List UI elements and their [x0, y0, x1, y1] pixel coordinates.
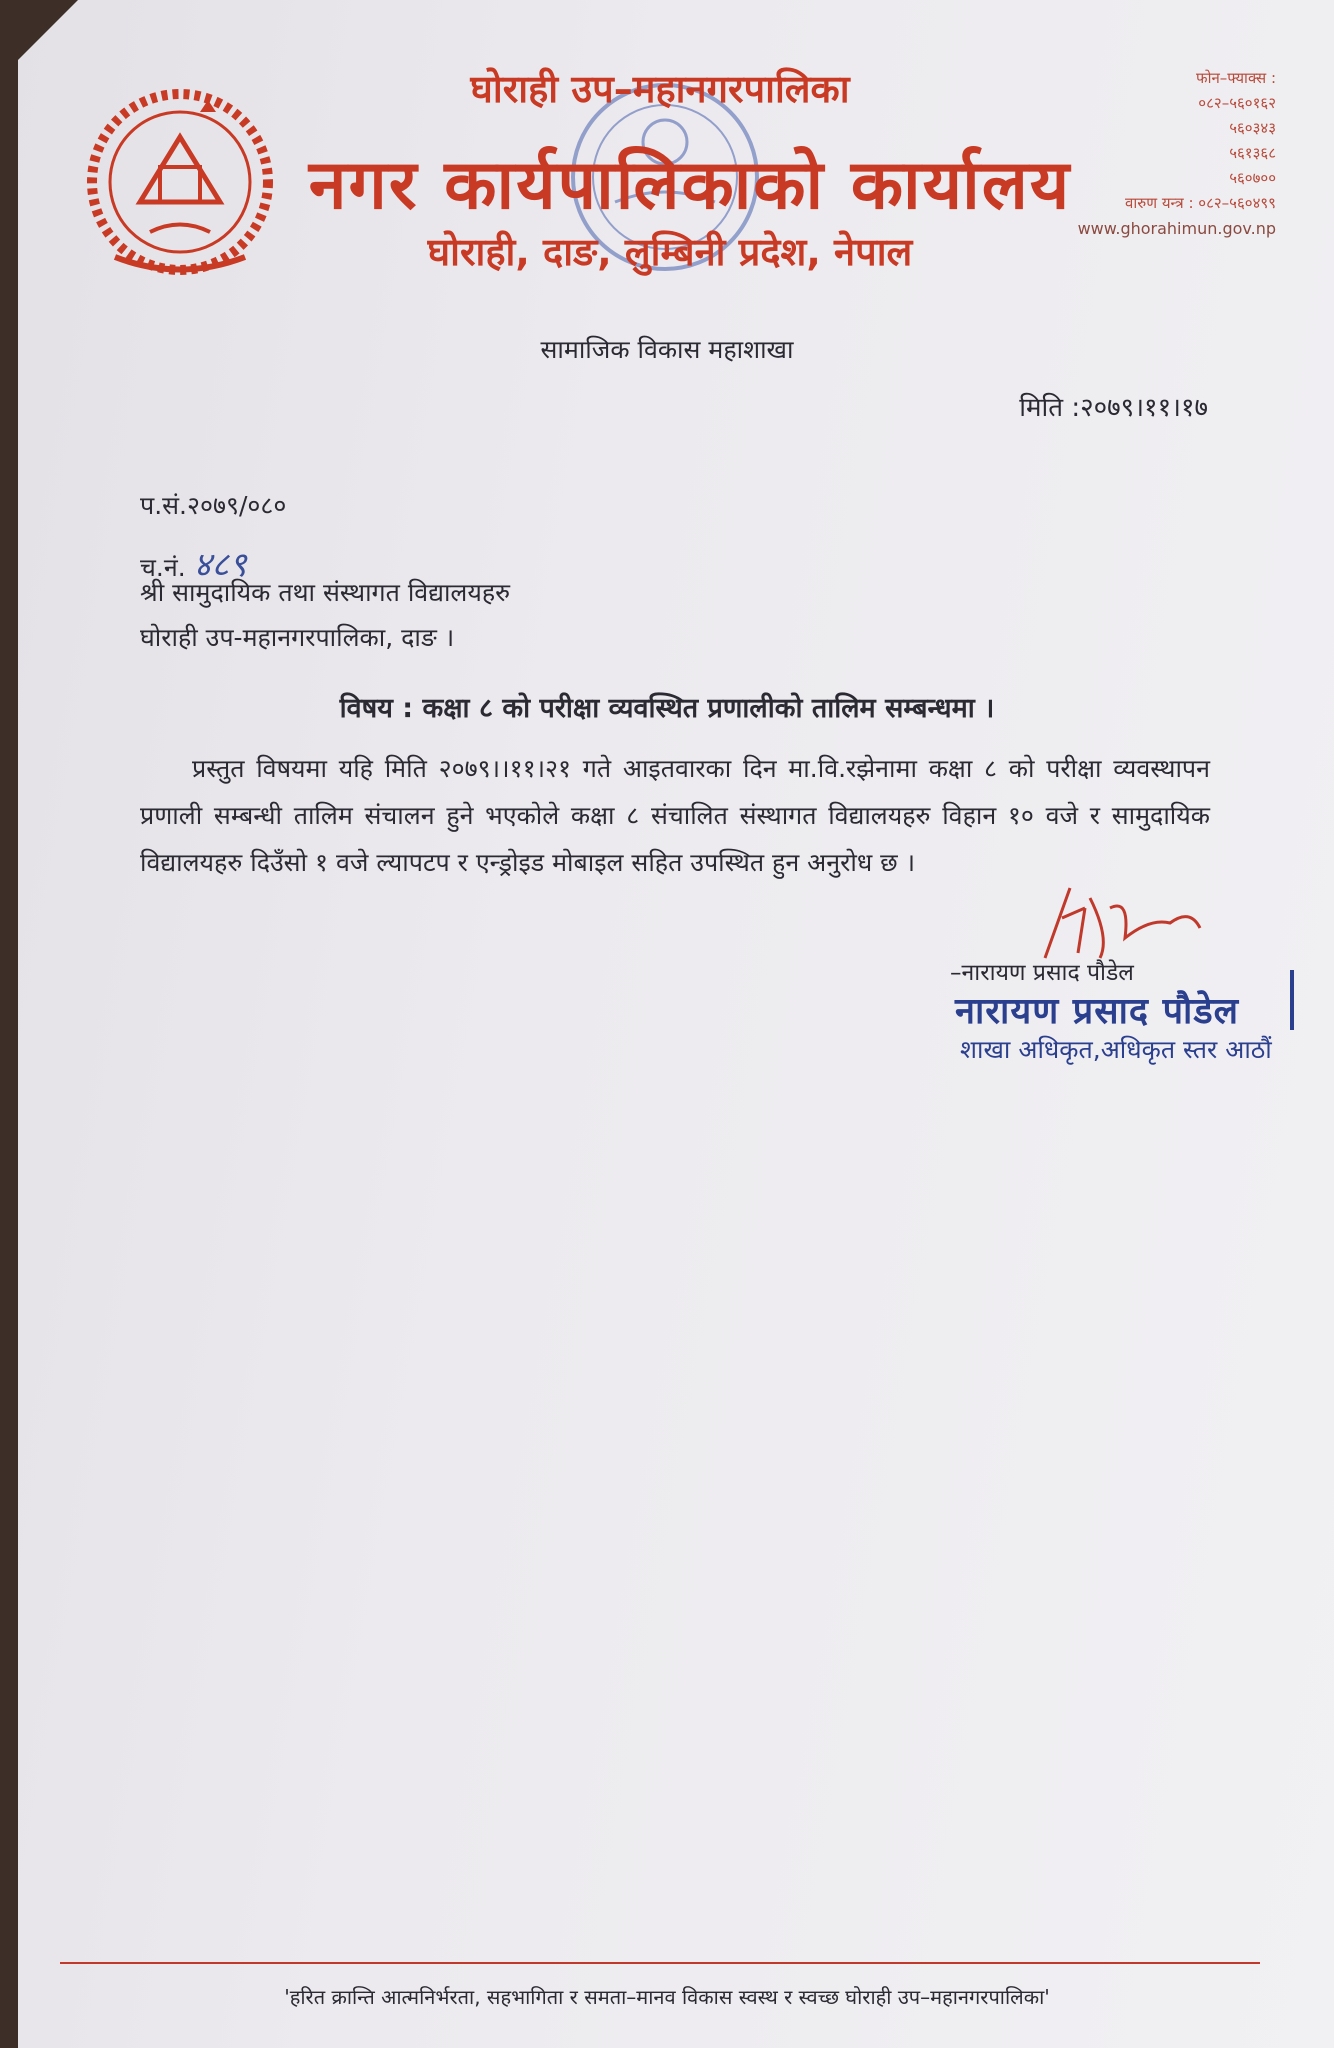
- municipality-name: घोराही उप–महानगरपालिका: [470, 67, 850, 111]
- phone-number: ०८२–५६०१६२: [1198, 94, 1276, 112]
- recipient-line-2: घोराही उप-महानगरपालिका, दाङ ।: [140, 623, 455, 652]
- office-address: घोराही, दाङ, लुम्बिनी प्रदेश, नेपाल: [427, 230, 913, 274]
- branch-name: सामाजिक विकास महाशाखा: [540, 335, 794, 364]
- letter-reference-number: प.सं.२०७९/०८०: [140, 491, 287, 520]
- dispatch-handwritten-number: ४८९: [193, 545, 247, 585]
- phone-number: ५६१३६८: [1229, 144, 1276, 162]
- letter-subject: विषय : कक्षा ८ को परीक्षा व्यवस्थित प्रणालीको तालिम सम्बन्धमा ।: [339, 693, 995, 724]
- signatory-stamp-name: नारायण प्रसाद पौडेल: [955, 991, 1240, 1032]
- phone-fax-label: फोन–फ्याक्स :: [1196, 69, 1276, 87]
- website-link[interactable]: www.ghorahimun.gov.np: [1077, 219, 1276, 238]
- nepal-government-emblem: [80, 82, 280, 282]
- stamp-border: [1290, 970, 1294, 1030]
- office-name: नगर कार्यपालिकाको कार्यालय: [308, 146, 1072, 225]
- letter-date: मिति :२०७९।११।१७: [1019, 393, 1208, 423]
- contact-block: [1016, 66, 1276, 241]
- signatory-stamp-role: शाखा अधिकृत,अधिकृत स्तर आठौं: [960, 1035, 1272, 1064]
- signatory-typed-name: –नारायण प्रसाद पौडेल: [950, 960, 1134, 986]
- footer-slogan: 'हरित क्रान्ति आत्मनिर्भरता, सहभागिता र समता–मानव विकास स्वस्थ र स्वच्छ घोराही उप–महानगरपालिका': [284, 1985, 1050, 2009]
- letter-body: प्रस्तुत विषयमा यहि मिति २०७९।।११।२१ गते आइतवारका दिन मा.वि.रझेनामा कक्षा ८ को परीक्षा व्यवस्थापन प्रणाली सम्बन्धी तालिम संचालन हुने भएकोले कक्षा ८ संचालित संस्थागत विद्यालयहरु विहान १० वजे र सामुदायिक विद्यालयहरु दिउँसो १ वजे ल्यापटप र एन्ड्रोइड मोबाइल सहित उपस्थित हुन अनुरोध छ ।: [140, 754, 1210, 877]
- dispatch-label: च.नं.: [140, 553, 186, 582]
- phone-number: ५६०३४३: [1229, 119, 1276, 137]
- footer-divider: [60, 1962, 1260, 1964]
- recipient-line-1: श्री सामुदायिक तथा संस्थागत विद्यालयहरु: [140, 578, 511, 607]
- fire-brigade-number: वारुण यन्त्र : ०८२–५६०४९९: [1125, 194, 1276, 212]
- phone-number: ५६०७००: [1229, 169, 1276, 187]
